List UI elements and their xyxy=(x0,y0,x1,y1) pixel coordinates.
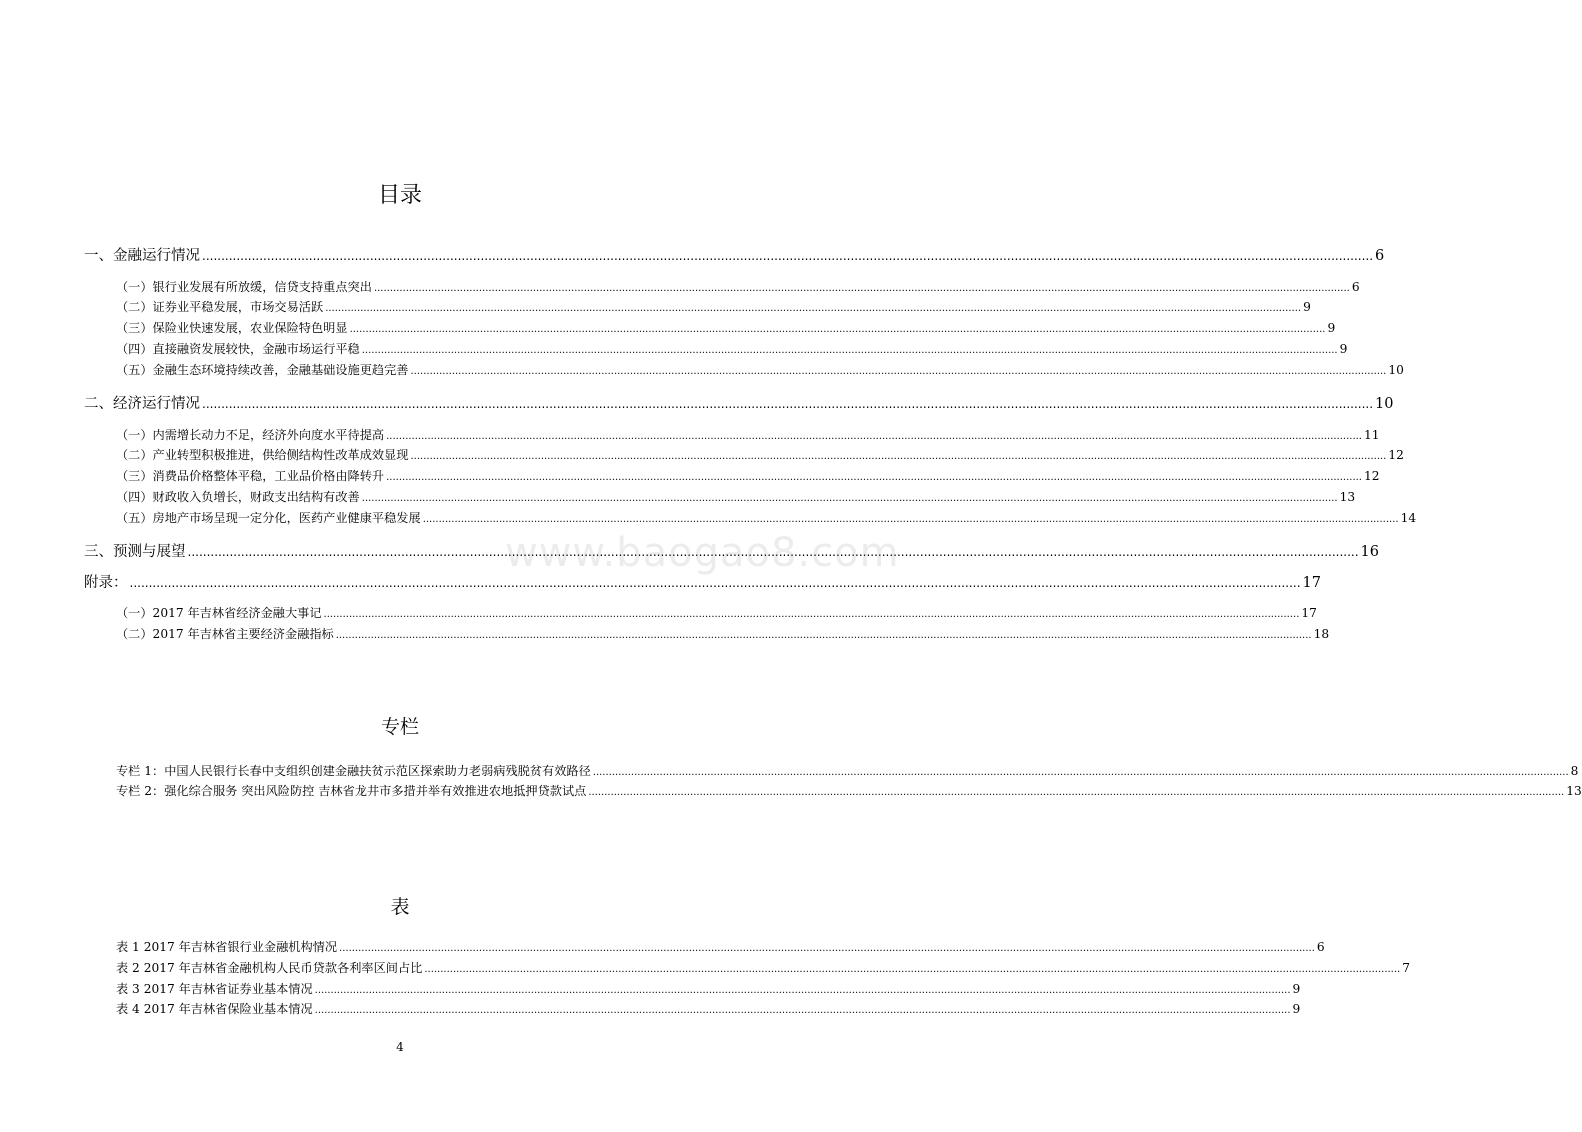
toc-entry-label: （三）保险业快速发展，农业保险特色明显 xyxy=(116,321,348,335)
toc-entry-page: 6 xyxy=(1375,248,1385,264)
toc-entry-label: 二、经济运行情况 xyxy=(84,396,200,412)
columns-title: 专栏 xyxy=(380,716,419,738)
toc-entry-page: 12 xyxy=(1388,448,1404,462)
toc-entry-page: 9 xyxy=(1339,342,1348,356)
leader-dots xyxy=(339,943,1315,954)
column-entry-page: 13 xyxy=(1566,784,1582,798)
table-entry[interactable] xyxy=(116,1000,1301,1017)
column-entry[interactable] xyxy=(116,762,1579,779)
table-entry-page: 9 xyxy=(1292,982,1301,996)
column-entry-label: 专栏 2：强化综合服务 突出风险防控 吉林省龙井市多措并举有效推进农地抵押贷款试点 xyxy=(116,784,587,798)
toc-entry-label: （三）消费品价格整体平稳，工业品价格由降转升 xyxy=(116,469,385,483)
toc-entry-label: 附录： xyxy=(84,575,128,591)
leader-dots xyxy=(324,609,1300,620)
leader-dots xyxy=(362,345,1338,356)
toc-entry-page: 10 xyxy=(1388,363,1404,377)
toc-entry-label: 一、金融运行情况 xyxy=(84,248,200,264)
toc-entry-label: （二）证券业平稳发展，市场交易活跃 xyxy=(116,300,324,314)
toc-entry-page: 6 xyxy=(1351,280,1360,294)
toc-entry[interactable] xyxy=(116,426,1380,443)
leader-dots xyxy=(336,630,1312,641)
toc-entry-page: 11 xyxy=(1364,428,1380,442)
toc-entry-page: 12 xyxy=(1364,469,1380,483)
toc-entry[interactable] xyxy=(116,509,1417,526)
toc-entry-page: 14 xyxy=(1400,511,1417,525)
leader-dots xyxy=(423,514,1399,525)
leader-dots xyxy=(424,964,1400,975)
toc-entry[interactable] xyxy=(116,340,1348,357)
toc-entry-page: 18 xyxy=(1313,627,1330,641)
toc-entry[interactable] xyxy=(84,244,1385,265)
toc-entry[interactable] xyxy=(116,319,1336,336)
column-entry[interactable] xyxy=(116,782,1582,799)
table-entry[interactable] xyxy=(116,938,1325,955)
table-entry-page: 6 xyxy=(1316,940,1325,954)
toc-entry-label: （一）银行业发展有所放缓，信贷支持重点突出 xyxy=(116,280,372,294)
toc-entry-label: 三、预测与展望 xyxy=(84,544,186,560)
toc-entry-page: 9 xyxy=(1303,300,1311,314)
table-entry-page: 7 xyxy=(1402,961,1410,975)
toc-entry[interactable] xyxy=(116,467,1380,484)
toc-entry[interactable] xyxy=(116,298,1311,315)
toc-entry[interactable] xyxy=(116,488,1356,505)
toc-entry-label: （一）内需增长动力不足，经济外向度水平待提高 xyxy=(116,428,385,442)
leader-dots xyxy=(202,397,1373,411)
toc-entry-page: 10 xyxy=(1375,396,1394,412)
leader-dots xyxy=(411,366,1387,377)
leader-dots xyxy=(386,431,1362,442)
toc-entry[interactable] xyxy=(116,446,1404,463)
leader-dots xyxy=(315,985,1291,996)
toc-entry-page: 9 xyxy=(1327,321,1336,335)
table-entry[interactable] xyxy=(116,980,1301,997)
leader-dots xyxy=(411,451,1387,462)
table-entry-label: 表 2 2017 年吉林省金融机构人民币贷款各利率区间占比 xyxy=(116,961,423,975)
toc-entry[interactable] xyxy=(116,278,1360,295)
toc-entry-page: 16 xyxy=(1360,544,1379,560)
toc-entry-label: （五）金融生态环境持续改善，金融基础设施更趋完善 xyxy=(116,363,409,377)
toc-title: 目录 xyxy=(377,183,422,208)
leader-dots xyxy=(130,576,1301,590)
tables-title: 表 xyxy=(390,896,410,918)
leader-dots xyxy=(593,767,1569,778)
toc-entry[interactable] xyxy=(116,625,1330,642)
column-entry-page: 8 xyxy=(1570,764,1579,778)
toc-entry-label: （一）2017 年吉林省经济金融大事记 xyxy=(116,606,322,620)
leader-dots xyxy=(202,249,1373,263)
leader-dots xyxy=(588,787,1564,798)
column-entry-label: 专栏 1：中国人民银行长春中支组织创建金融扶贫示范区探索助力老弱病残脱贫有效路径 xyxy=(116,764,591,778)
watermark: www.baogao8.com xyxy=(505,530,900,576)
leader-dots xyxy=(315,1005,1291,1016)
table-entry[interactable] xyxy=(116,959,1410,976)
page-number: 4 xyxy=(396,1040,404,1054)
toc-entry-label: （二）2017 年吉林省主要经济金融指标 xyxy=(116,627,334,641)
table-entry-label: 表 4 2017 年吉林省保险业基本情况 xyxy=(116,1002,313,1016)
leader-dots xyxy=(362,493,1338,504)
toc-entry[interactable] xyxy=(84,392,1394,413)
toc-entry-label: （五）房地产市场呈现一定分化，医药产业健康平稳发展 xyxy=(116,511,421,525)
table-entry-page: 9 xyxy=(1292,1002,1301,1016)
toc-entry[interactable] xyxy=(116,604,1317,621)
leader-dots xyxy=(374,283,1350,294)
toc-entry-page: 17 xyxy=(1301,606,1317,620)
leader-dots xyxy=(386,472,1362,483)
toc-entry-label: （四）财政收入负增长，财政支出结构有改善 xyxy=(116,490,360,504)
toc-entry-page: 17 xyxy=(1302,575,1321,591)
toc-entry-page: 13 xyxy=(1339,490,1356,504)
leader-dots xyxy=(325,303,1301,314)
toc-entry-label: （四）直接融资发展较快，金融市场运行平稳 xyxy=(116,342,360,356)
table-entry-label: 表 1 2017 年吉林省银行业金融机构情况 xyxy=(116,940,338,954)
toc-entry[interactable] xyxy=(116,361,1404,378)
leader-dots xyxy=(350,324,1326,335)
toc-entry-label: （二）产业转型积极推进，供给侧结构性改革成效显现 xyxy=(116,448,409,462)
table-entry-label: 表 3 2017 年吉林省证券业基本情况 xyxy=(116,982,313,996)
